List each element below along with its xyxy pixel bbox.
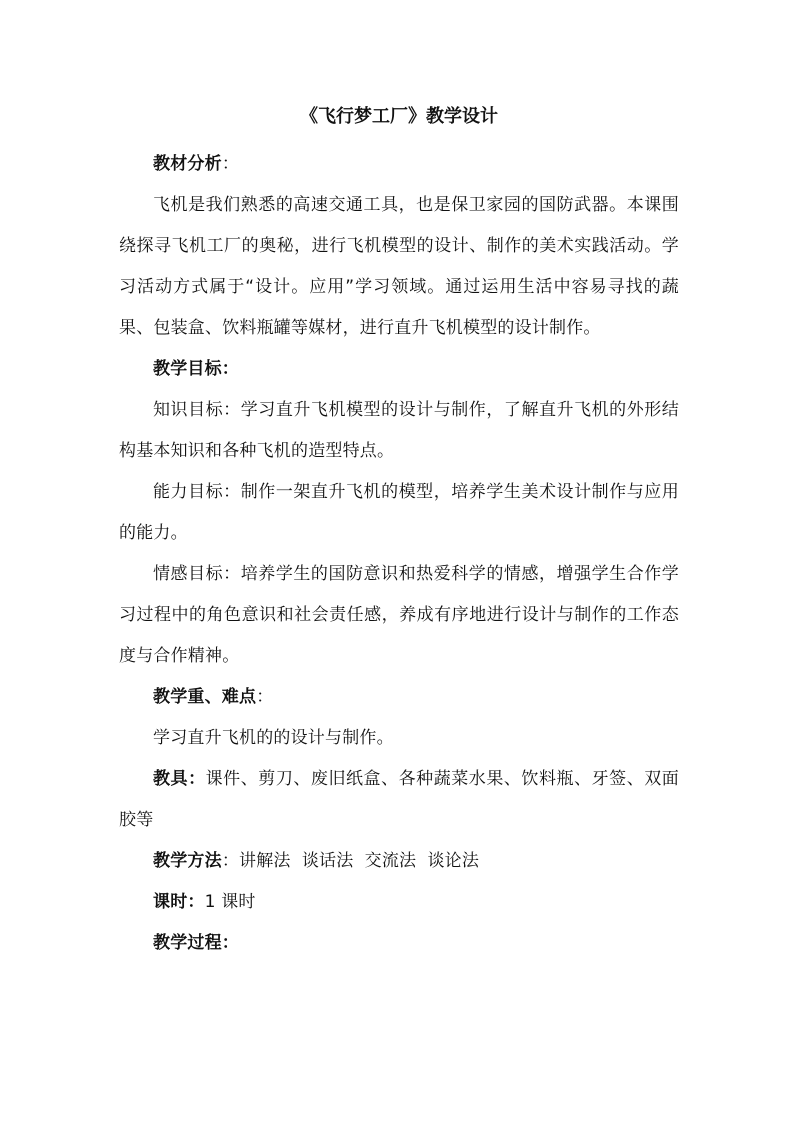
material-analysis-body: 飞机是我们熟悉的高速交通工具，也是保卫家园的国防武器。本课围绕探寻飞机工厂的奥秘，进行飞机模型的设计、制作的美术实践活动。学习活动方式属于“设计。应用”学习领域。通过运用生活中容易寻找的蔬果、包装盒、饮料瓶罐等媒材，进行直升飞机模型的设计制作。: [119, 195, 679, 338]
key-points-heading: [119, 677, 679, 718]
methods-body: 讲解法 谈话法 交流法 谈论法: [239, 851, 480, 871]
methods-colon: ：: [221, 851, 240, 871]
key-points-label: 教学重、难点: [153, 687, 257, 707]
objectives-label: 教学目标：: [153, 359, 239, 379]
objectives-heading: [119, 349, 679, 390]
methods-label: 教学方法: [153, 851, 222, 871]
document-page: [119, 102, 679, 964]
hours-paragraph: [119, 882, 679, 923]
key-points-colon: ：: [256, 687, 274, 707]
tools-body: 课件、剪刀、废旧纸盒、各种蔬菜水果、饮料瓶、牙签、双面胶等: [119, 769, 679, 830]
key-points-body: 学习直升飞机的的设计与制作。: [153, 728, 394, 748]
material-analysis-label: 教材分析: [153, 154, 222, 174]
material-analysis-colon: ：: [221, 154, 240, 174]
knowledge-objective: 知识目标：学习直升飞机模型的设计与制作，了解直升飞机的外形结构基本知识和各种飞机的造型特点。: [119, 400, 679, 461]
methods-paragraph: [119, 841, 679, 882]
process-label: 教学过程：: [153, 933, 239, 953]
tools-label: 教具：: [153, 769, 206, 789]
material-analysis-heading: [119, 144, 679, 185]
hours-label: 课时：: [153, 892, 205, 912]
process-heading: [119, 923, 679, 964]
document-title: 《飞行梦工厂》教学设计: [300, 106, 498, 127]
hours-body: 1 课时: [204, 892, 256, 912]
emotion-objective: 情感目标：培养学生的国防意识和热爱科学的情感，增强学生合作学习过程中的角色意识和社会责任感，养成有序地进行设计与制作的工作态度与合作精神。: [119, 564, 679, 666]
tools-paragraph: [119, 759, 679, 841]
ability-objective: 能力目标：制作一架直升飞机的模型，培养学生美术设计制作与应用的能力。: [119, 482, 679, 543]
